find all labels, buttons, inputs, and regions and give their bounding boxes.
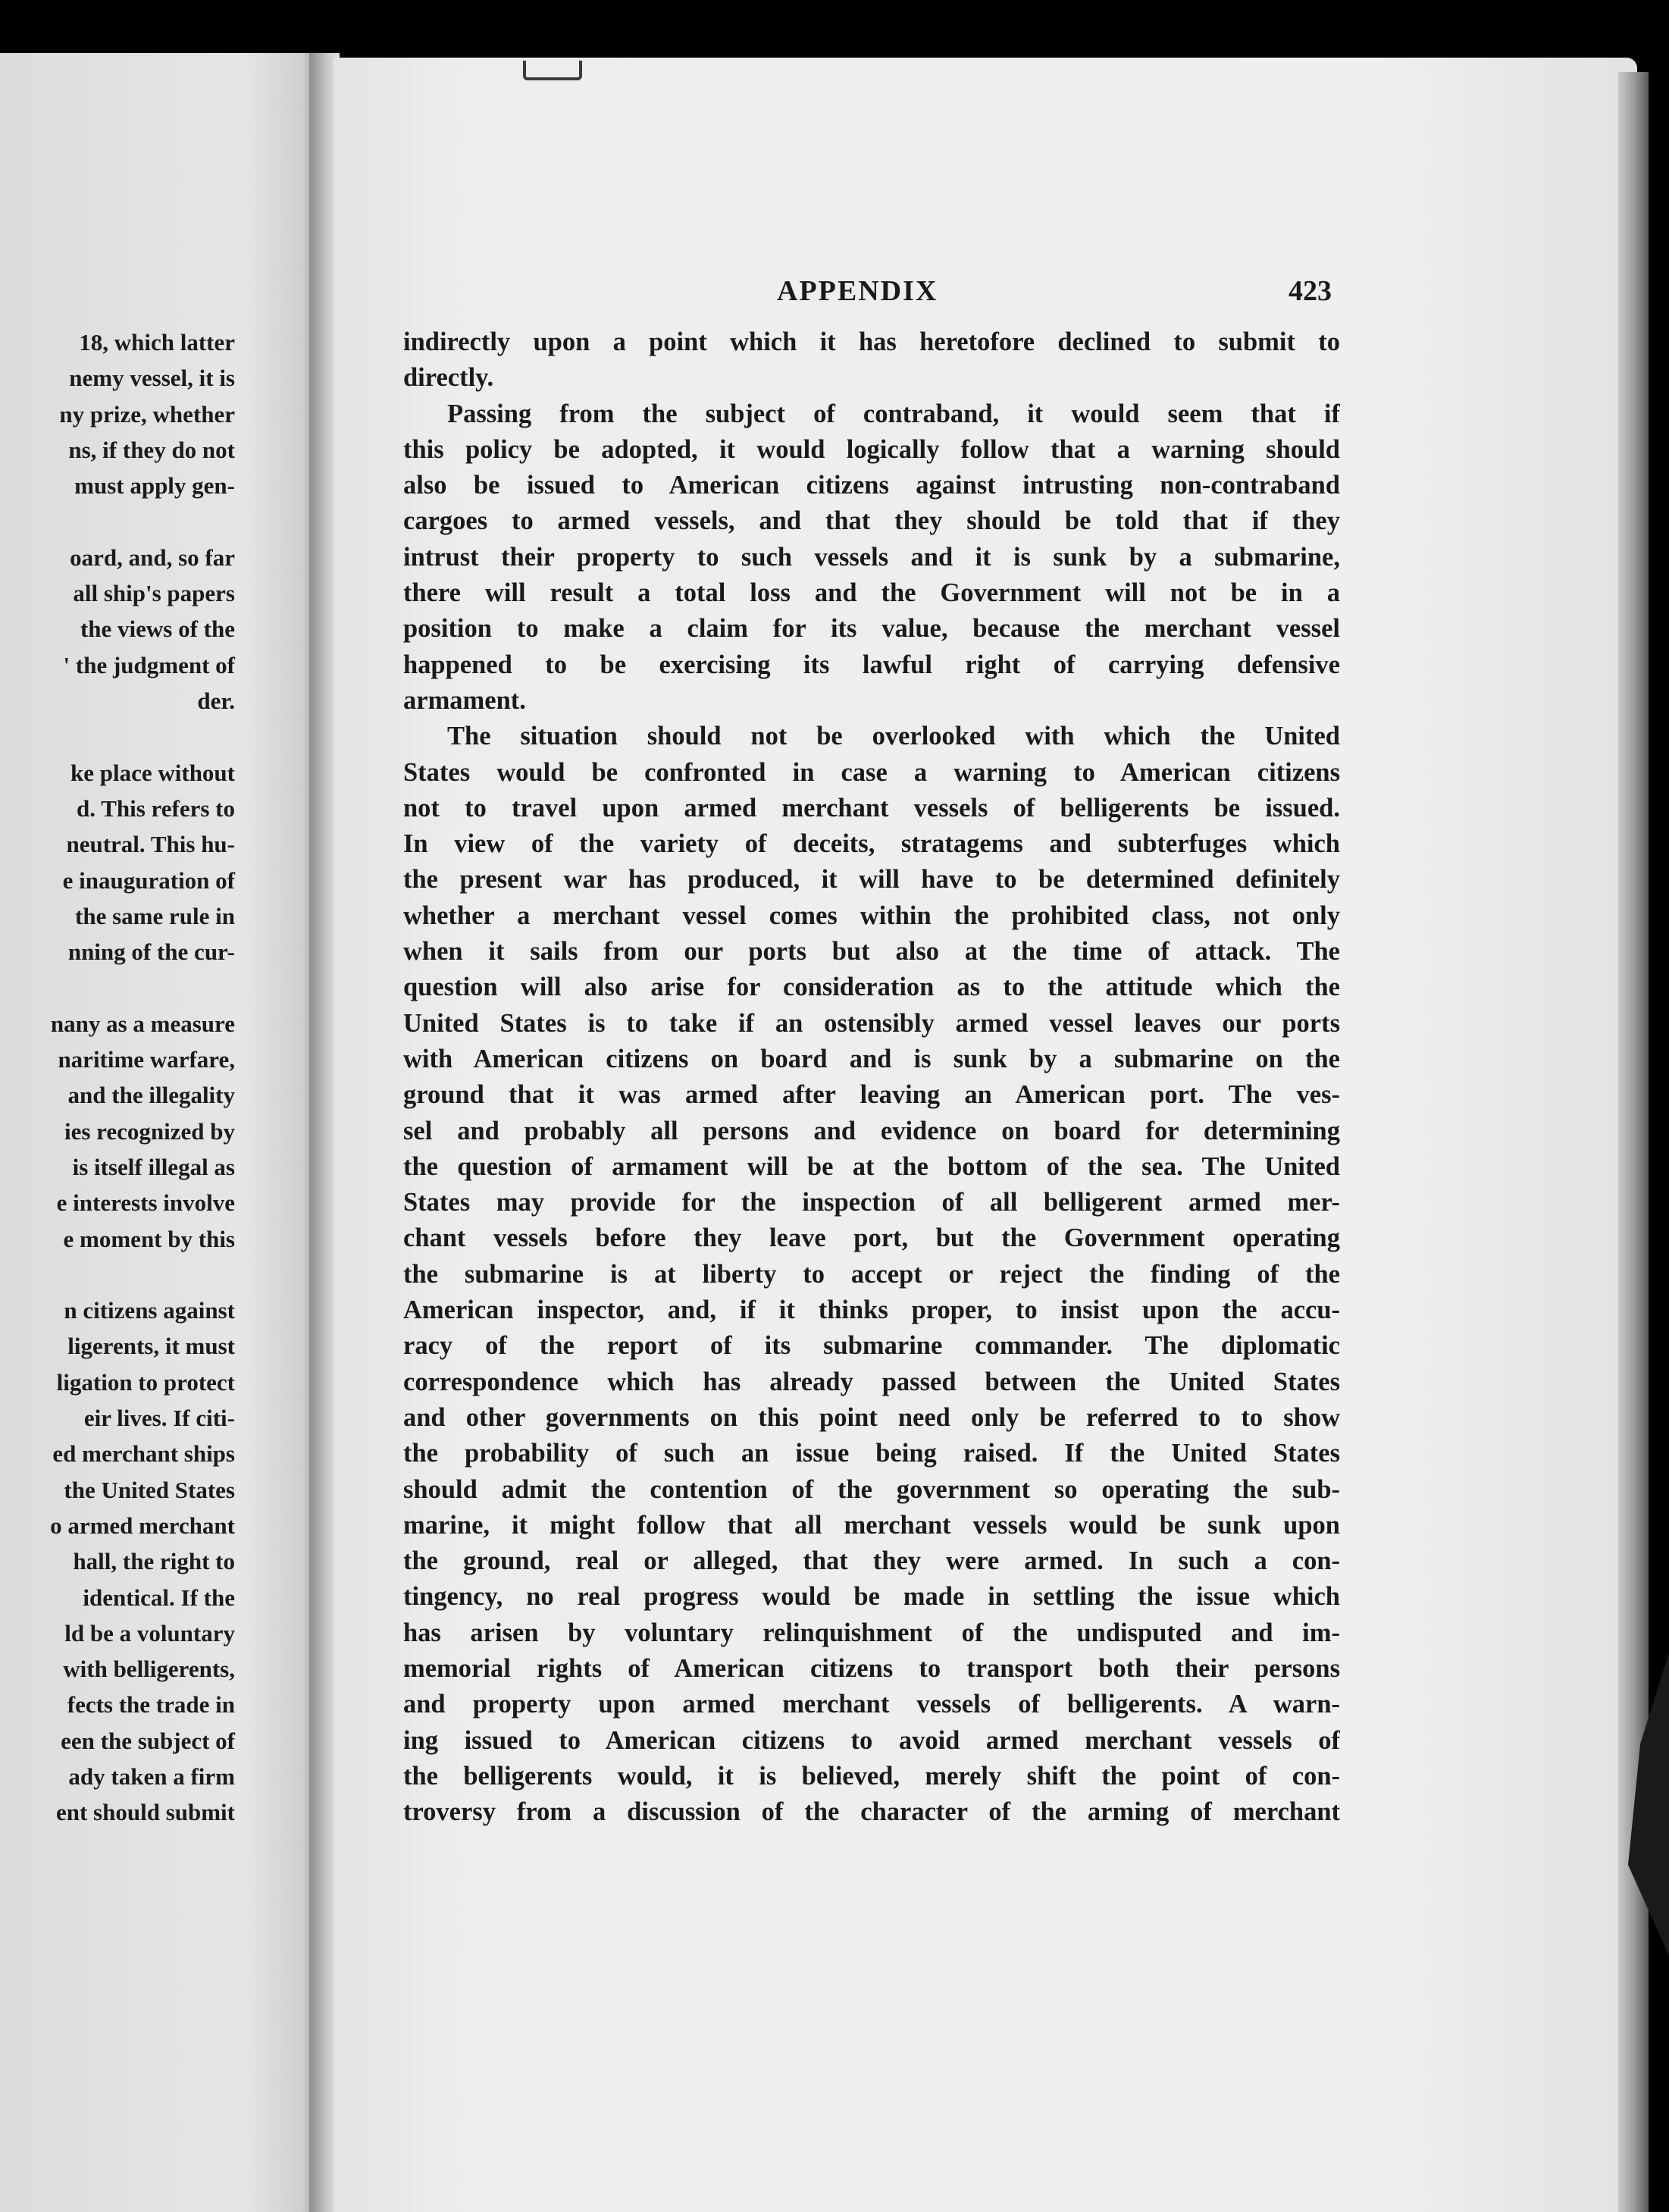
text-line: has arisen by voluntary relinquishment of the undisputed and im- (403, 1618, 1340, 1647)
text-line: States may provide for the inspection of all belligerent armed mer- (403, 1188, 1340, 1217)
left-page-line: and the illegality (67, 1082, 235, 1109)
left-page-line: ns, if they do not (68, 436, 235, 463)
page-number: 423 (1289, 275, 1332, 307)
text-line: and property upon armed merchant vessels of belligerents. A warn- (403, 1690, 1340, 1719)
left-page-line: e moment by this (63, 1225, 235, 1252)
left-page-line: the same rule in (75, 902, 235, 929)
left-page-line: neutral. This hu- (66, 831, 235, 858)
left-page-line: must apply gen- (74, 472, 235, 500)
left-page-line: ent should submit (55, 1799, 235, 1826)
text-line: whether a merchant vessel comes within the prohibited class, not only (403, 901, 1340, 930)
running-head: APPENDIX (777, 275, 938, 307)
text-line: cargoes to armed vessels, and that they should be told that if they (403, 506, 1340, 536)
left-page-line: the views of the (80, 616, 235, 643)
text-line: intrust their property to such vessels and it is sunk by a submarine, (403, 542, 1340, 572)
left-page-line: d. This refers to (77, 794, 235, 822)
left-page-line: nany as a measure (50, 1010, 235, 1037)
text-line: the present war has produced, it will have to be determined definitely (403, 865, 1340, 895)
text-line: the belligerents would, it is believed, merely shift the point of con- (403, 1761, 1340, 1791)
text-line: the probability of such an issue being raised. If the United States (403, 1439, 1340, 1468)
left-page-line: nning of the cur- (67, 938, 235, 966)
text-line: tingency, no real progress would be made in settling the issue which (403, 1582, 1340, 1612)
left-page-line: ady taken a firm (68, 1763, 235, 1790)
left-page-line: nemy vessel, it is (69, 365, 235, 392)
text-line: there will result a total loss and the Government will not be in a (403, 578, 1340, 608)
text-line: question will also arise for consideration as to the attitude which the (403, 973, 1340, 1002)
text-line: not to travel upon armed merchant vessels of belligerents be issued. (403, 793, 1340, 822)
text-line: and other governments on this point need only be referred to to show (403, 1402, 1340, 1432)
text-line: the ground, real or alleged, that they were armed. In such a con- (403, 1546, 1340, 1576)
text-line: ground that it was armed after leaving an American port. The ves- (403, 1080, 1340, 1110)
left-page-line: hall, the right to (73, 1548, 235, 1575)
text-line: The situation should not be overlooked with which the United (447, 722, 1340, 751)
left-page-line: e inauguration of (62, 866, 235, 894)
text-line: troversy from a discussion of the character of the arming of merchant (403, 1797, 1340, 1827)
text-line: memorial rights of American citizens to transport both their persons (403, 1653, 1340, 1683)
text-line: American inspector, and, if it thinks proper, to insist upon the accu- (403, 1296, 1340, 1325)
left-page-line: ny prize, whether (59, 400, 235, 428)
body-text (403, 324, 1340, 1830)
left-page-line: o armed merchant (50, 1512, 235, 1539)
binding-mark (523, 61, 582, 80)
text-line: marine, it might follow that all merchant vessels would be sunk upon (403, 1510, 1340, 1540)
text-line: Passing from the subject of contraband, it would seem that if (447, 399, 1340, 428)
left-page-line: ld be a voluntary (64, 1619, 235, 1646)
left-page-line: ke place without (70, 759, 235, 786)
left-page-line: e interests involve (56, 1189, 235, 1217)
left-page-line: with belligerents, (63, 1656, 235, 1683)
text-line: chant vessels before they leave port, but the Government operating (403, 1223, 1340, 1253)
text-line: United States is to take if an ostensibly armed vessel leaves our ports (403, 1008, 1340, 1038)
left-page-line: fects the trade in (67, 1691, 235, 1719)
left-page-line: n citizens against (64, 1297, 235, 1324)
left-page-line: ies recognized by (64, 1117, 235, 1145)
text-line: directly. (403, 363, 494, 393)
text-line: with American citizens on board and is sunk by a submarine on the (403, 1044, 1340, 1073)
text-line: correspondence which has already passed between the United States (403, 1367, 1340, 1396)
left-page-line: een the subject of (61, 1727, 235, 1754)
left-page-line: ' the judgment of (63, 651, 235, 678)
text-line: States would be confronted in case a warning to American citizens (403, 757, 1340, 787)
text-line: In view of the variety of deceits, stratagems and subterfuges which (403, 829, 1340, 859)
text-line: ing issued to American citizens to avoid armed merchant vessels of (403, 1725, 1340, 1755)
text-line: also be issued to American citizens against intrusting non-contraband (403, 471, 1340, 500)
left-page-line: der. (197, 688, 235, 714)
text-line: armament. (403, 685, 526, 715)
left-page-line: 18, which latter (79, 329, 235, 356)
left-page-line: oard, and, so far (70, 544, 235, 571)
left-page-line: eir lives. If citi- (83, 1405, 235, 1431)
left-page-line: naritime warfare, (58, 1046, 235, 1073)
text-line: racy of the report of its submarine commander. The diplomatic (403, 1331, 1340, 1361)
left-page-line: identical. If the (83, 1584, 235, 1611)
text-line: the question of armament will be at the bottom of the sea. The United (403, 1151, 1340, 1181)
left-page-line: ligerents, it must (67, 1333, 235, 1360)
left-page (0, 53, 321, 2212)
text-line: sel and probably all persons and evidence on board for determining (403, 1116, 1340, 1145)
text-line: should admit the contention of the government so operating the sub- (403, 1474, 1340, 1504)
left-page-line: all ship's papers (73, 580, 235, 607)
text-line: indirectly upon a point which it has heretofore declined to submit to (403, 327, 1340, 356)
left-page-line: is itself illegal as (72, 1153, 235, 1180)
left-page-line: the United States (64, 1476, 235, 1503)
text-line: this policy be adopted, it would logically follow that a warning should (403, 434, 1340, 464)
text-line: the submarine is at liberty to accept or reject the finding of the (403, 1259, 1340, 1289)
text-line: when it sails from our ports but also at the time of attack. The (403, 937, 1340, 967)
left-page-line: ed merchant ships (52, 1440, 235, 1468)
text-line: happened to be exercising its lawful right of carrying defensive (403, 650, 1340, 679)
left-page-line: ligation to protect (56, 1368, 235, 1396)
text-line: position to make a claim for its value, because the merchant vessel (403, 614, 1340, 644)
